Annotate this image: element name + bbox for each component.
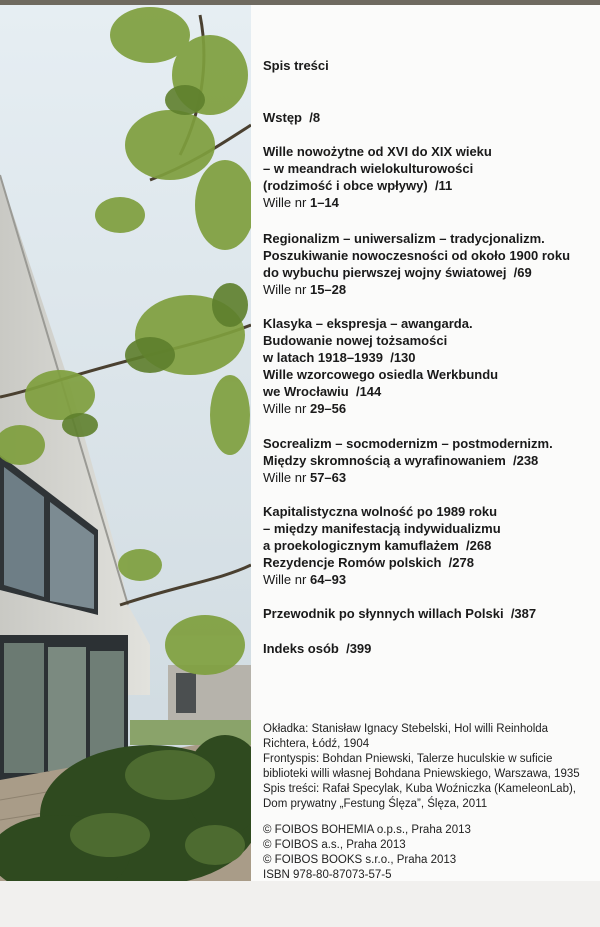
credit-line: Dom prywatny „Festung Ślęza”, Ślęza, 2011: [263, 798, 488, 810]
toc-page-number: /69: [513, 265, 532, 280]
villas-range: 1–14: [309, 195, 339, 210]
toc-title: – w meandrach wielokulturowości: [263, 161, 474, 176]
credit-line: biblioteki willi własnej Bohdana Pniewskiego, Warszawa, 1935: [263, 768, 580, 780]
toc-page-number: /278: [448, 555, 474, 570]
toc-title: Wstęp: [263, 110, 302, 125]
villas-range: 64–93: [309, 572, 347, 587]
toc-title: (rodzimość i obce wpływy): [263, 178, 428, 193]
villas-range: 57–63: [309, 470, 347, 485]
villas-label: Wille nr: [263, 572, 307, 587]
house-photo: [0, 5, 251, 881]
toc-page-number: /387: [510, 606, 537, 621]
copyright-line: © FOIBOS BOOKS s.r.o., Praha 2013: [263, 854, 457, 866]
toc-entry: [263, 315, 498, 417]
toc-entry: [263, 605, 536, 622]
copyright-block: [263, 823, 471, 883]
toc-title: Budowanie nowej tożsamości: [263, 333, 448, 348]
toc-page-number: /399: [346, 641, 372, 656]
villas-label: Wille nr: [263, 470, 307, 485]
toc-page-number: /144: [355, 384, 382, 399]
toc-title: Poszukiwanie nowoczesności od około 1900 roku: [263, 248, 571, 263]
toc-title: Między skromnością a wyrafinowaniem: [263, 453, 506, 468]
toc-title: Regionalizm – uniwersalizm – tradycjonalizm.: [263, 231, 545, 246]
toc-title: do wybuchu pierwszej wojny światowej: [263, 265, 507, 280]
toc-title: Indeks osób: [263, 641, 339, 656]
toc-entry: [263, 143, 492, 211]
toc-title: Socrealizm – socmodernizm – postmodernizm.: [263, 436, 553, 451]
toc-title: – między manifestacją indywidualizmu: [263, 521, 501, 536]
credit-line: Okładka: Stanisław Ignacy Stebelski, Hol willi Reinholda: [263, 723, 549, 735]
toc-title: we Wrocławiu: [263, 384, 349, 399]
toc-entry: [263, 435, 553, 486]
toc-page-number: /130: [390, 350, 416, 365]
toc-page-number: /268: [466, 538, 492, 553]
toc-entry: [263, 503, 501, 588]
villas-range: 29–56: [309, 401, 347, 416]
toc-title: Wille wzorcowego osiedla Werkbundu: [263, 367, 499, 382]
toc-title: Wille nowożytne od XVI do XIX wieku: [263, 144, 492, 159]
toc-title: a proekologicznym kamuflażem: [263, 538, 459, 553]
toc-entry: [263, 109, 320, 126]
isbn-line: ISBN 978-80-87073-57-5: [263, 869, 392, 881]
copyright-line: © FOIBOS a.s., Praha 2013: [263, 839, 406, 851]
villas-label: Wille nr: [263, 401, 307, 416]
credit-line: Spis treści: Rafał Specylak, Kuba Woźniczka (KameleonLab),: [263, 783, 576, 795]
toc-heading: Spis treści: [263, 58, 329, 73]
villas-range: 15–28: [309, 282, 347, 297]
villas-label: Wille nr: [263, 195, 307, 210]
toc-title: Rezydencje Romów polskich: [263, 555, 442, 570]
toc-page-number: /8: [309, 110, 321, 125]
toc-entry: [263, 640, 371, 657]
credit-line: Richtera, Łódź, 1904: [263, 738, 370, 750]
scan-bottom-margin: [0, 881, 600, 927]
toc-title: Przewodnik po słynnych willach Polski: [263, 606, 504, 621]
toc-title: Kapitalistyczna wolność po 1989 roku: [263, 504, 498, 519]
toc-page-number: /11: [434, 178, 453, 193]
toc-title: Klasyka – ekspresja – awangarda.: [263, 316, 473, 331]
villas-label: Wille nr: [263, 282, 307, 297]
copyright-line: © FOIBOS BOHEMIA o.p.s., Praha 2013: [263, 824, 471, 836]
toc-title: w latach 1918–1939: [263, 350, 383, 365]
toc-page-number: /238: [512, 453, 539, 468]
image-credits: [263, 722, 580, 812]
credit-line: Frontyspis: Bohdan Pniewski, Talerze huculskie w suficie: [263, 753, 553, 765]
toc-entry: [263, 230, 570, 298]
